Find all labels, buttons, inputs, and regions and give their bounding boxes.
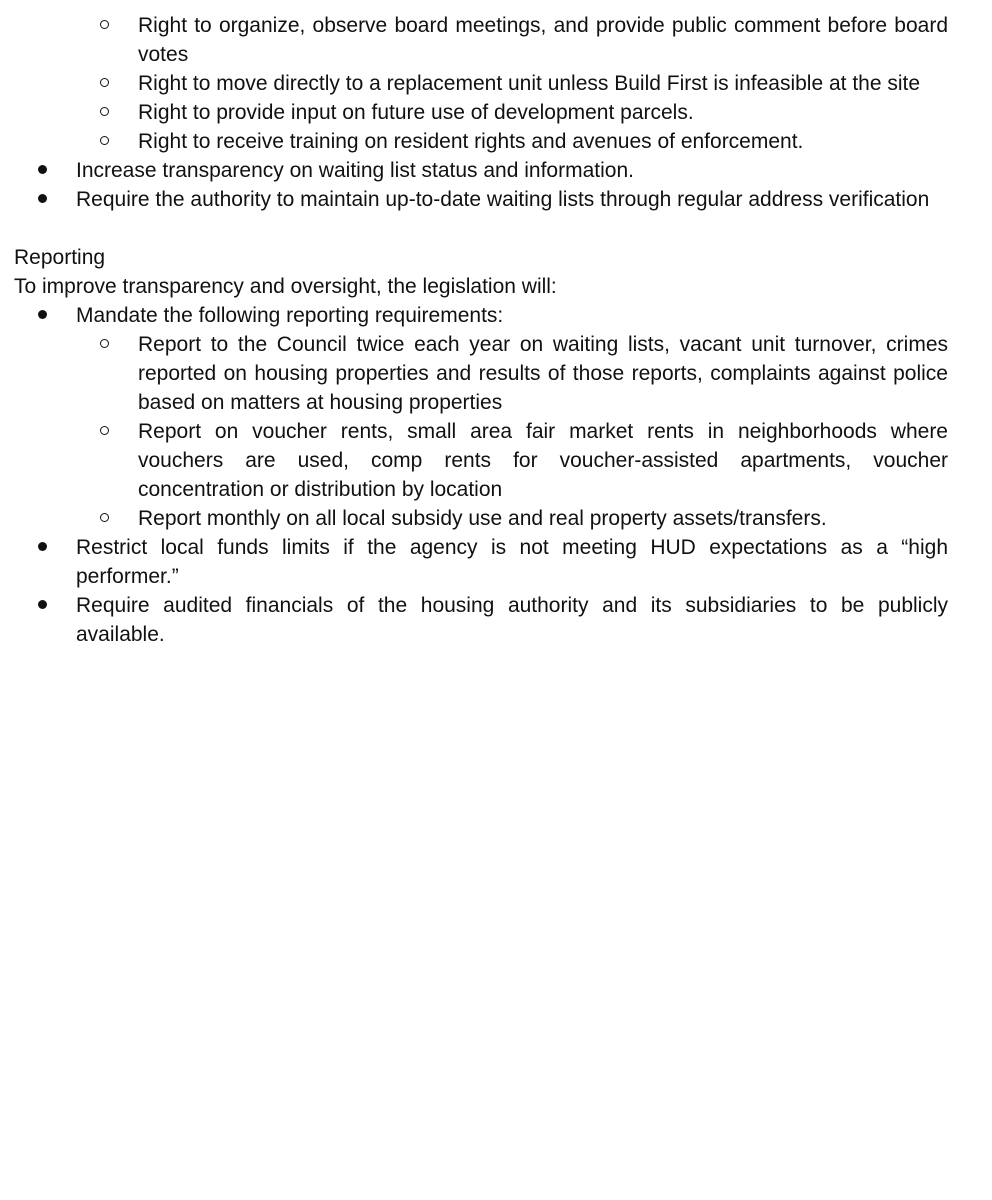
section-heading: Reporting [14, 246, 106, 269]
hollow-bullet-icon [100, 69, 120, 98]
list-item [138, 330, 948, 417]
list-item [138, 11, 948, 69]
hollow-bullet-icon [100, 98, 120, 127]
hollow-bullet-icon [100, 11, 120, 40]
list-item [76, 185, 948, 214]
list-item [138, 69, 948, 98]
list-item-text: Increase transparency on waiting list status and information. [76, 159, 634, 182]
bullet-icon [38, 156, 58, 185]
list-item-text: Require audited financials of the housing authority and its subsidiaries to be publicly available. [76, 594, 948, 646]
hollow-bullet-icon [100, 330, 120, 359]
list-item-text: Mandate the following reporting requirements: [76, 304, 504, 327]
list-item [138, 98, 948, 127]
hollow-bullet-icon [100, 127, 120, 156]
bullet-icon [38, 533, 58, 562]
list-item-text: Right to provide input on future use of development parcels. [138, 101, 694, 124]
hollow-bullet-icon [100, 504, 120, 533]
list-item [138, 127, 948, 156]
list-item [76, 533, 948, 591]
section-intro: To improve transparency and oversight, the legislation will: [14, 275, 557, 298]
paragraph-spacer [0, 214, 992, 243]
list-item-text: Right to organize, observe board meetings, and provide public comment before board votes [138, 14, 948, 66]
bullet-icon [38, 301, 58, 330]
list-item-text: Right to move directly to a replacement unit unless Build First is infeasible at the site [138, 72, 921, 95]
list-item-text: Restrict local funds limits if the agency is not meeting HUD expectations as a “high performer.” [76, 536, 948, 588]
list-item [76, 156, 948, 185]
list-item-text: Right to receive training on resident rights and avenues of enforcement. [138, 130, 804, 153]
list-item [138, 417, 948, 504]
list-item-text: Require the authority to maintain up-to-date waiting lists through regular address verification [76, 188, 930, 211]
list-item-text: Report monthly on all local subsidy use and real property assets/transfers. [138, 507, 827, 530]
bullet-icon [38, 185, 58, 214]
hollow-bullet-icon [100, 417, 120, 446]
list-item [138, 504, 948, 533]
bullet-icon [38, 591, 58, 620]
list-item-text: Report on voucher rents, small area fair market rents in neighborhoods where vouchers are used, comp rents for voucher-assisted apartments, voucher concentration or distribution by location [138, 420, 948, 501]
list-item-text: Report to the Council twice each year on waiting lists, vacant unit turnover, crimes reported on housing properties and results of those reports, complaints against police based on matters at housing properties [138, 333, 948, 414]
list-item [76, 301, 948, 330]
document-page [0, 11, 992, 649]
list-item [76, 591, 948, 649]
